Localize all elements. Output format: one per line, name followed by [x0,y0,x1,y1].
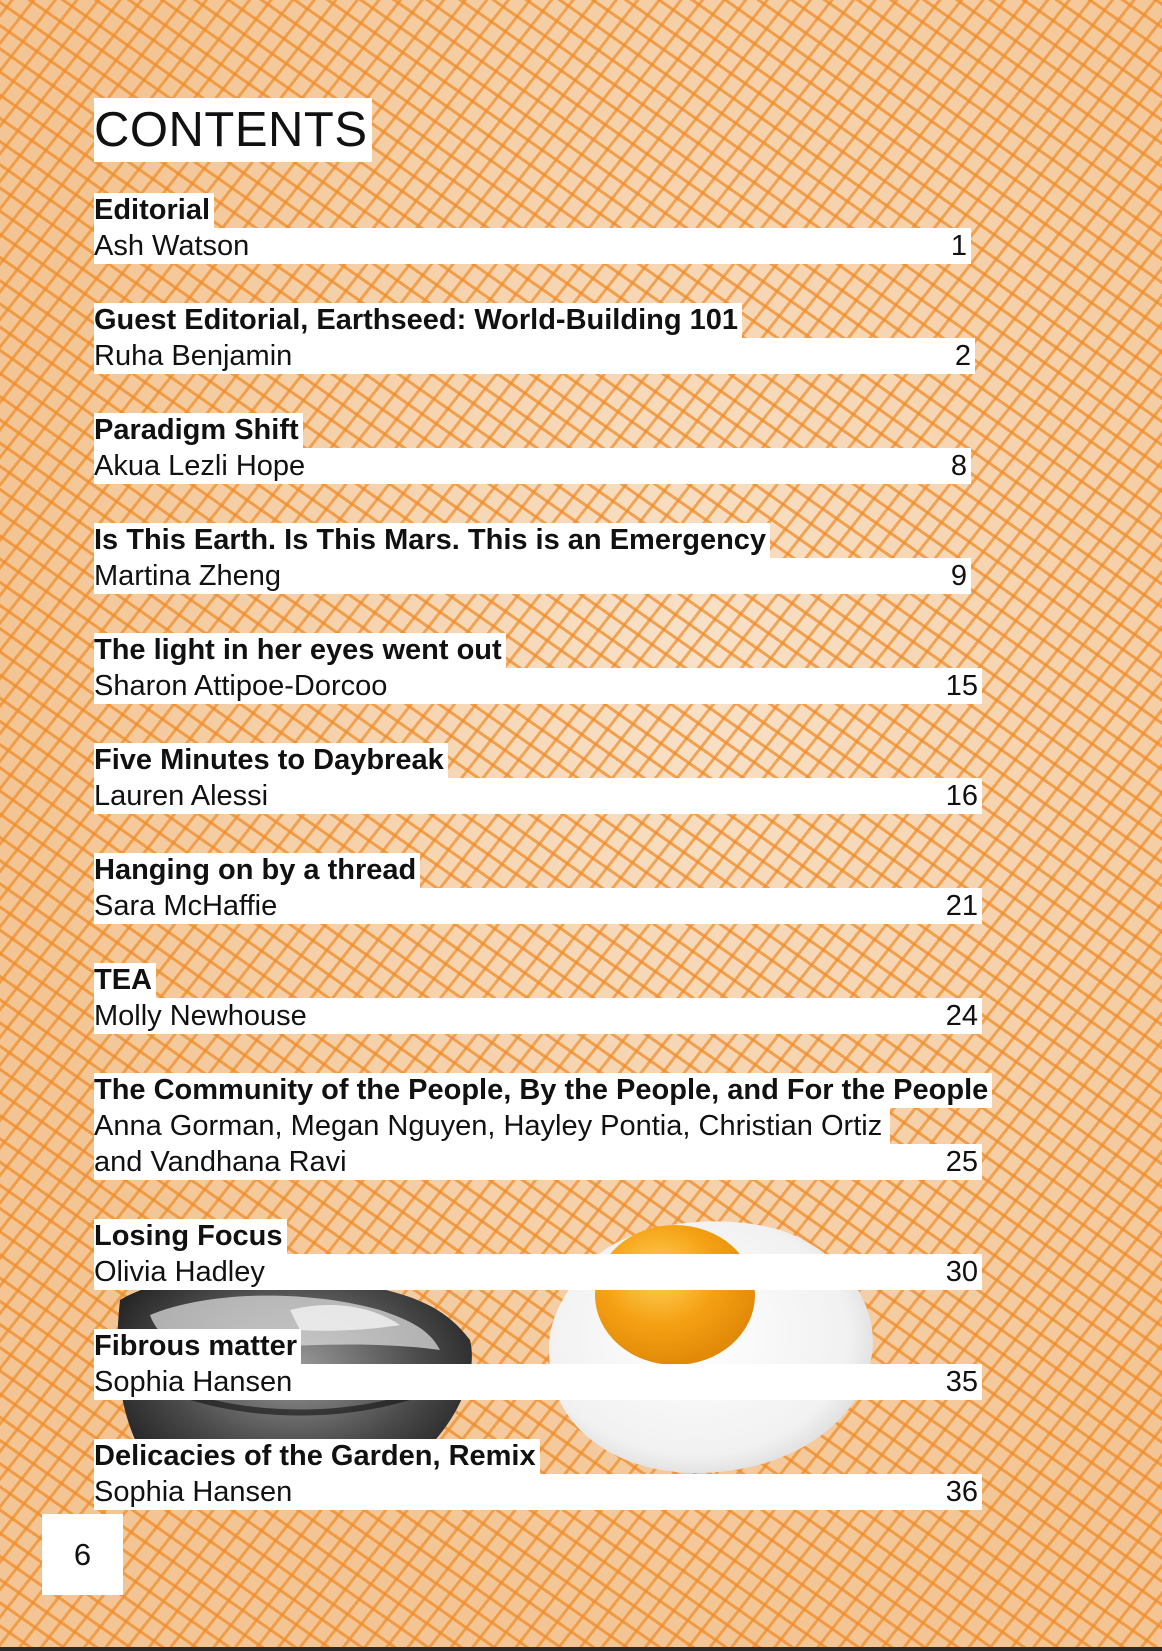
entry-row [94,1474,982,1510]
entry-page: 15 [945,670,978,702]
entry-title: Losing Focus [94,1219,287,1254]
toc-entry [94,413,971,484]
entry-title: Guest Editorial, Earthseed: World-Building 101 [94,303,742,338]
entry-page: 25 [945,1146,978,1178]
entry-title: Hanging on by a thread [94,853,420,888]
toc-entry [94,1073,989,1180]
entry-row [94,1144,982,1180]
entry-title: The Community of the People, By the People, and For the People [94,1073,992,1108]
entry-row [94,338,975,374]
entry-author: Anna Gorman, Megan Nguyen, Hayley Pontia, Christian Ortiz [94,1110,883,1142]
entry-page: 16 [945,780,978,812]
entry-row [94,558,971,594]
entry-row [94,668,982,704]
entry-page: 35 [945,1366,978,1398]
entry-page: 36 [945,1476,978,1508]
entry-author: Martina Zheng [94,560,281,592]
entry-title: Paradigm Shift [94,413,303,448]
entry-row [94,888,982,924]
entry-author: Sophia Hansen [94,1366,293,1398]
page-title: CONTENTS [94,98,372,162]
entry-row [94,998,982,1034]
toc-entry [94,743,982,814]
entry-author-continued: and Vandhana Ravi [94,1146,347,1178]
entry-page: 2 [954,340,971,372]
toc-entry [94,193,971,264]
entry-page: 24 [945,1000,978,1032]
entry-author: Lauren Alessi [94,780,269,812]
entry-title: Editorial [94,193,214,228]
entry-row [94,1254,982,1290]
entry-author: Olivia Hadley [94,1256,265,1288]
entry-author: Ash Watson [94,230,250,262]
entry-author: Molly Newhouse [94,1000,307,1032]
entry-author: Sharon Attipoe-Dorcoo [94,670,388,702]
entry-author: Ruha Benjamin [94,340,293,372]
entry-row [94,778,982,814]
entry-page: 21 [945,890,978,922]
toc-entry [94,1329,982,1400]
entry-author: Sara McHaffie [94,890,278,922]
entry-row [94,228,971,264]
entry-row [94,448,971,484]
entry-title: Delicacies of the Garden, Remix [94,1439,540,1474]
entry-row [94,1364,982,1400]
entry-page: 9 [950,560,967,592]
toc-entry [94,523,971,594]
entry-title: The light in her eyes went out [94,633,506,668]
entry-title: TEA [94,963,156,998]
toc-entry [94,633,982,704]
toc-entry [94,853,982,924]
page-number: 6 [42,1514,123,1595]
entry-page: 8 [950,450,967,482]
entry-author: Sophia Hansen [94,1476,293,1508]
entry-author: Akua Lezli Hope [94,450,306,482]
toc-entry [94,1219,982,1290]
entry-title: Five Minutes to Daybreak [94,743,448,778]
entry-page: 30 [945,1256,978,1288]
toc-entry [94,303,975,374]
toc-entry [94,963,982,1034]
entry-page: 1 [950,230,967,262]
entry-title: Fibrous matter [94,1329,301,1364]
toc-entry [94,1439,982,1510]
entry-author-line [94,1108,890,1144]
entry-title: Is This Earth. Is This Mars. This is an Emergency [94,523,770,558]
